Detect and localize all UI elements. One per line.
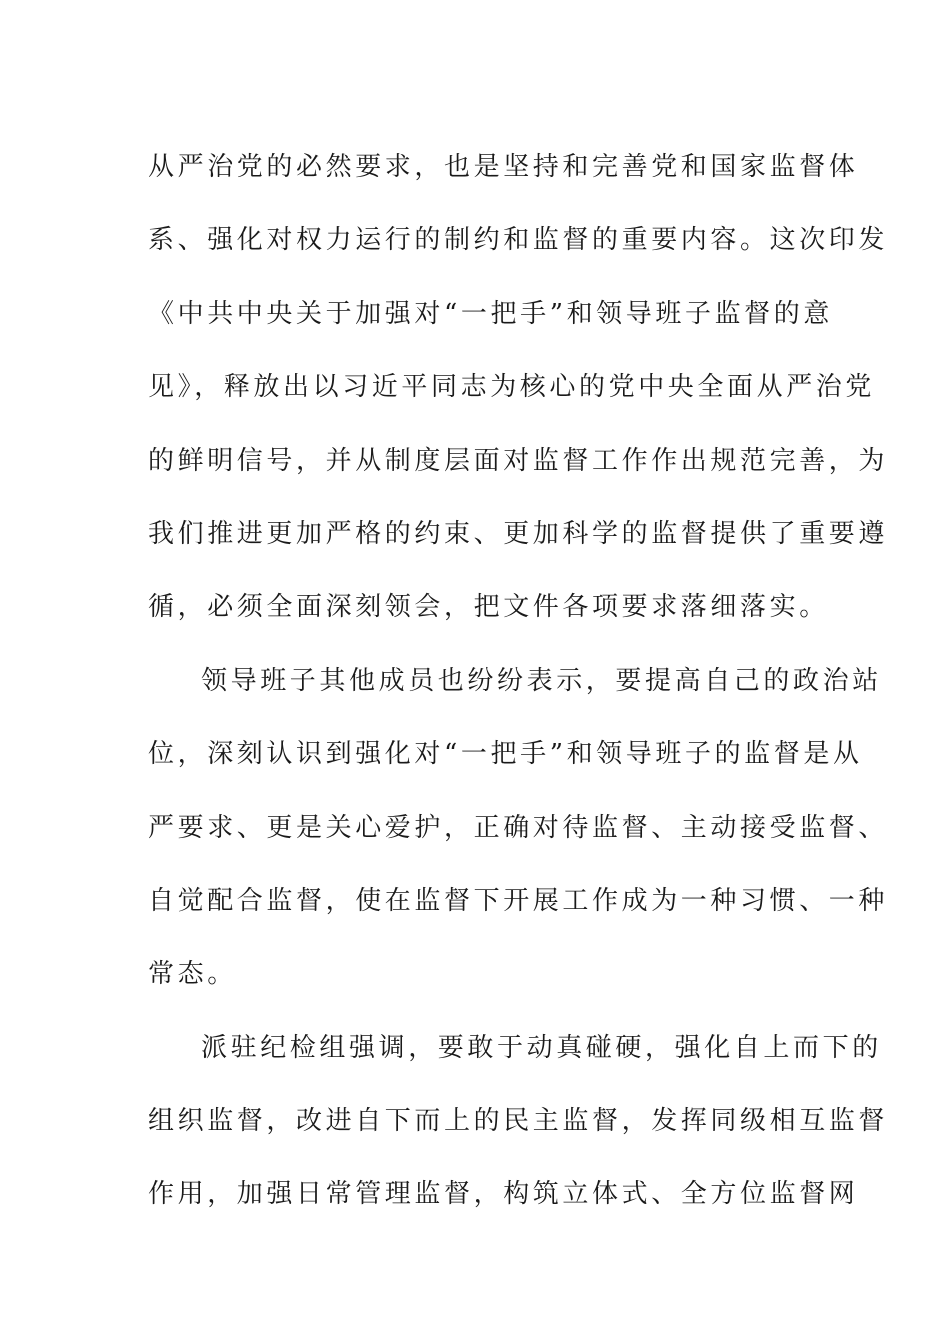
text-line: 位，深刻认识到强化对“一把手”和领导班子的监督是从 [148, 739, 863, 770]
text-line: 常态。 [148, 959, 237, 990]
text-line: 《中共中央关于加强对“一把手”和领导班子监督的意 [148, 298, 833, 329]
text-line: 的鲜明信号，并从制度层面对监督工作作出规范完善，为 [148, 445, 889, 476]
text-line: 组织监督，改进自下而上的民主监督，发挥同级相互监督 [148, 1106, 889, 1137]
text-line: 派驻纪检组强调，要敢于动真碰硬，强化自上而下的 [201, 1032, 882, 1063]
text-line: 领导班子其他成员也纷纷表示，要提高自己的政治站 [201, 665, 882, 696]
text-line: 见》，释放出以习近平同志为核心的党中央全面从严治党 [148, 372, 876, 403]
text-line: 自觉配合监督，使在监督下开展工作成为一种习惯、一种 [148, 885, 889, 916]
text-line: 从严治党的必然要求，也是坚持和完善党和国家监督体 [148, 152, 859, 182]
text-line: 严要求、更是关心爱护，正确对待监督、主动接受监督、 [148, 812, 889, 843]
text-line: 作用，加强日常管理监督，构筑立体式、全方位监督网 [148, 1179, 859, 1210]
body-text [148, 131, 889, 1232]
text-line: 我们推进更加严格的约束、更加科学的监督提供了重要遵 [148, 518, 889, 549]
text-line: 系、强化对权力运行的制约和监督的重要内容。这次印发 [148, 225, 889, 256]
text-line: 循，必须全面深刻领会，把文件各项要求落细落实。 [148, 592, 829, 623]
